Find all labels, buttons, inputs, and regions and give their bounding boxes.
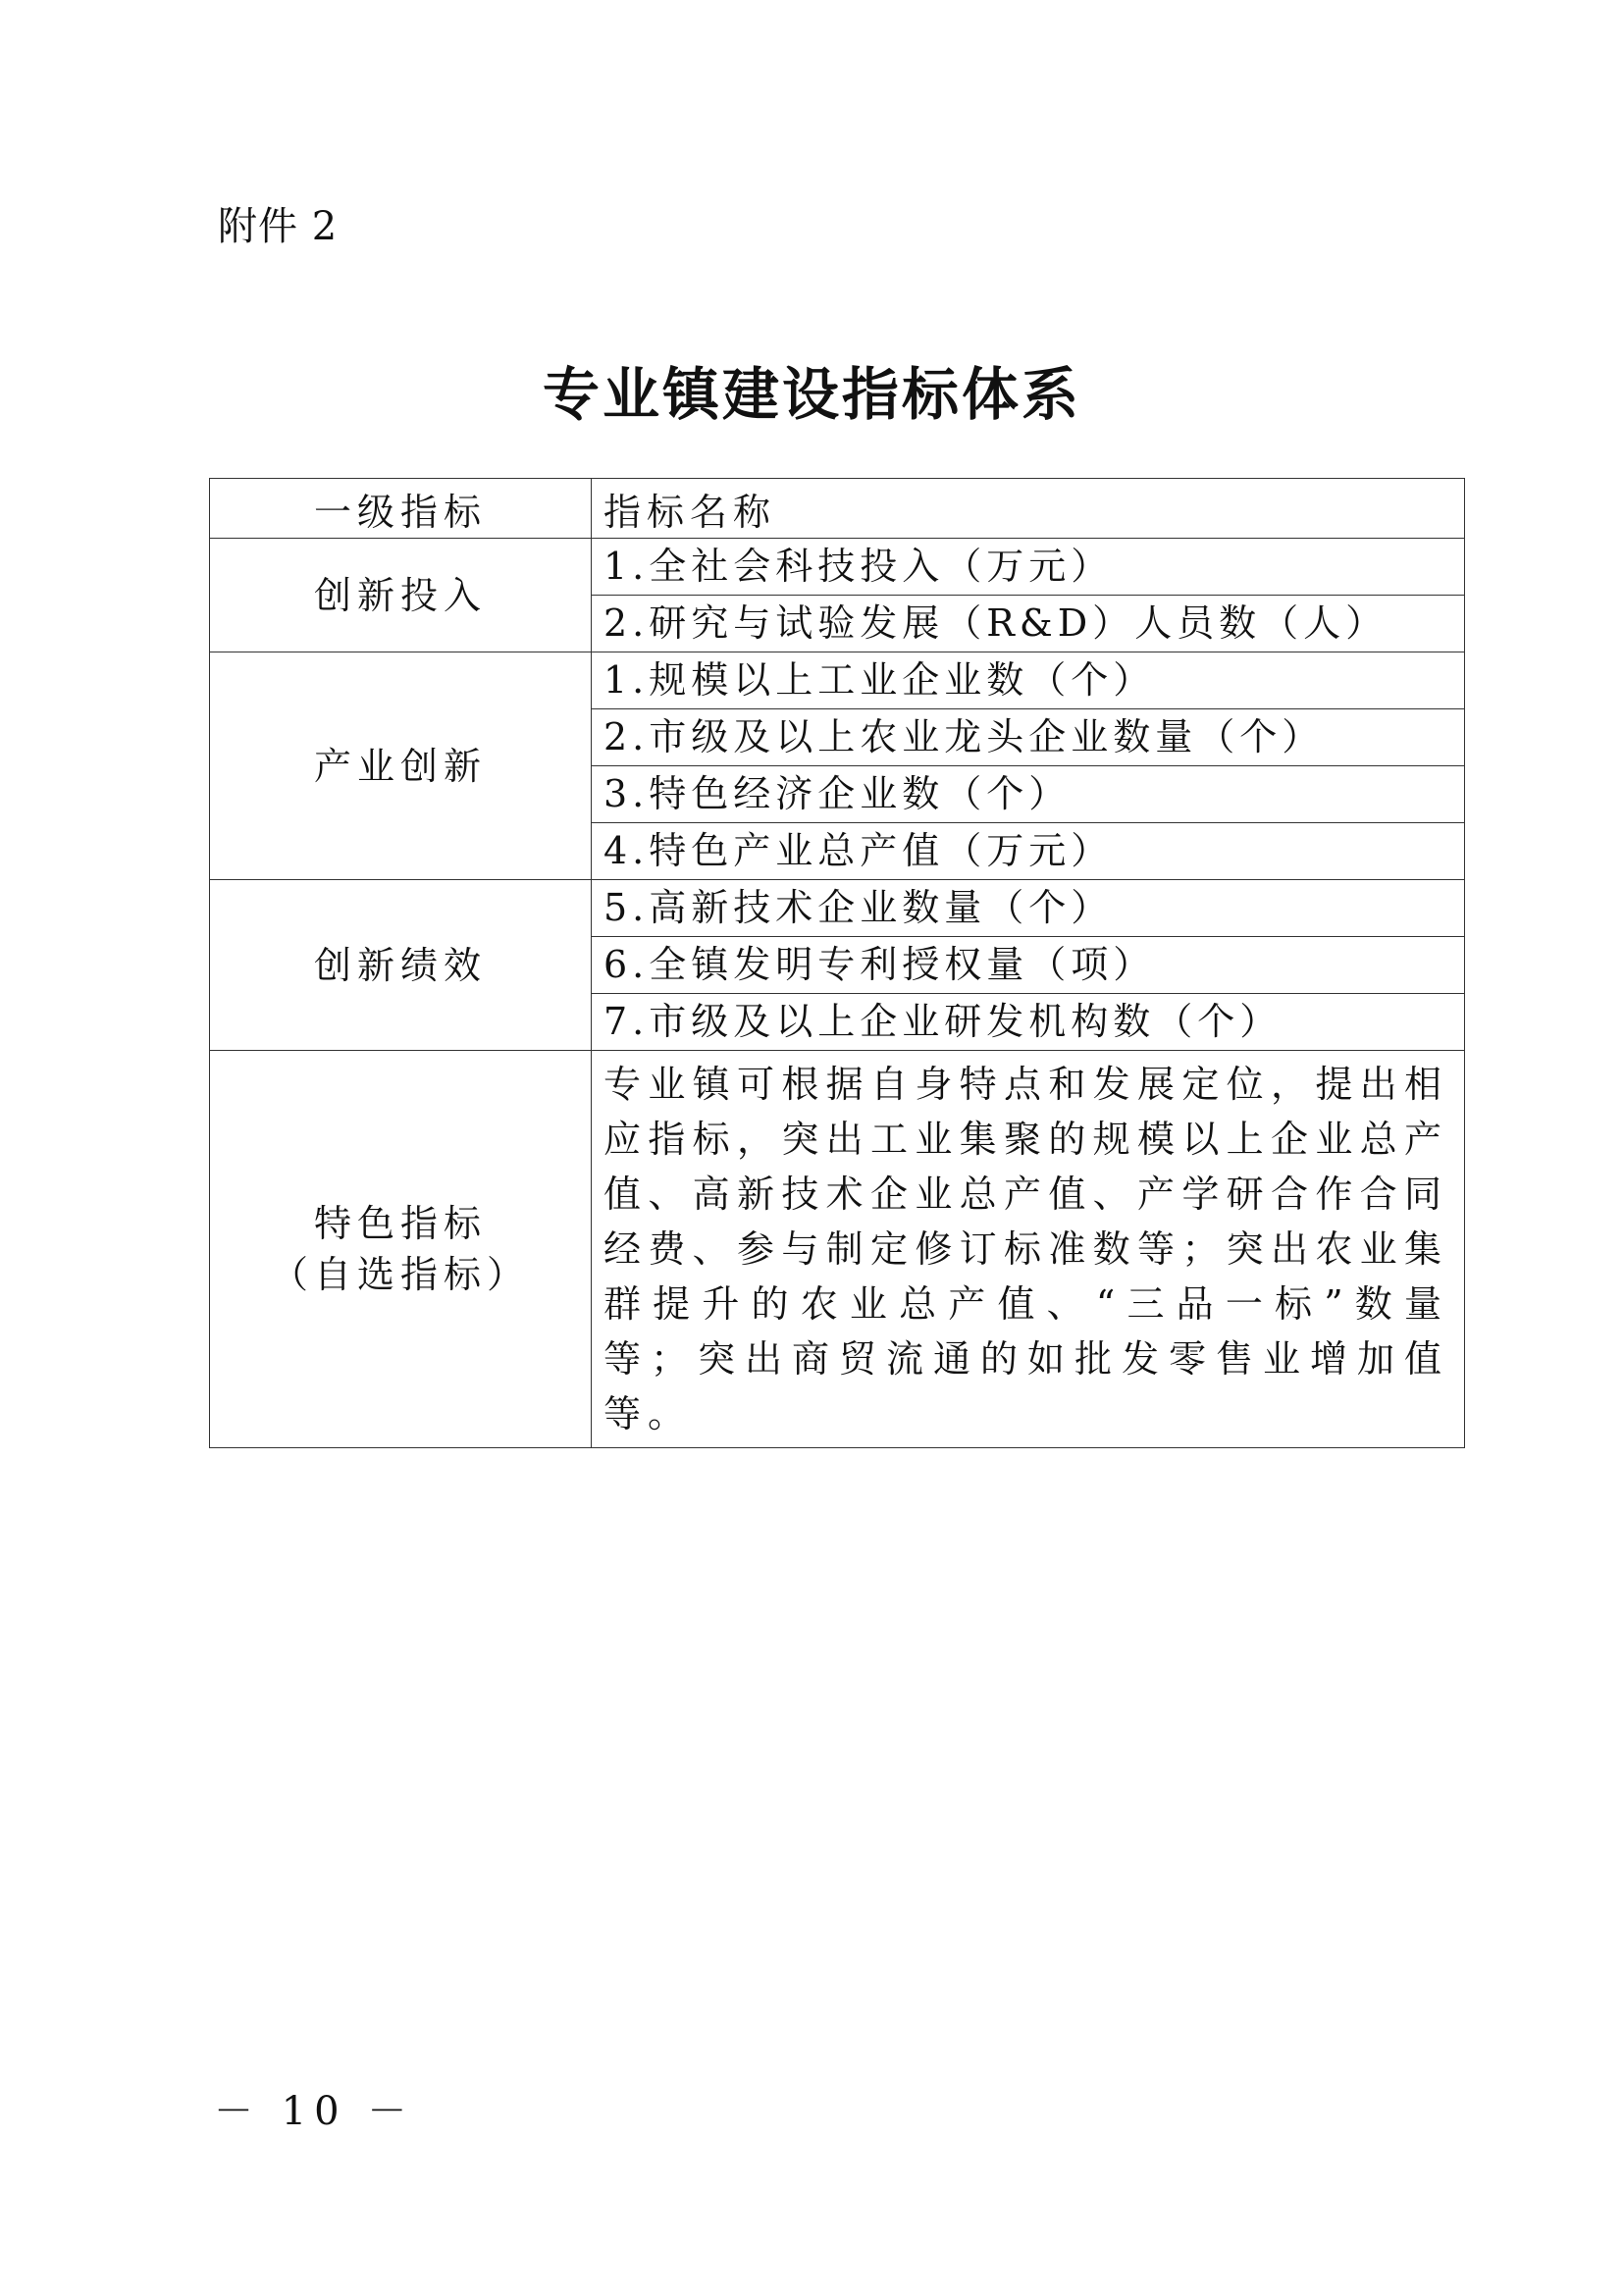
category-line: 特色指标 (313, 1202, 487, 1245)
indicator-cell: 7.市级及以上企业研发机构数（个） (592, 994, 1465, 1051)
header-indicator-name: 指标名称 (592, 479, 1465, 539)
table-row (210, 880, 1465, 937)
table-row (210, 539, 1465, 596)
indicator-cell: 3.特色经济企业数（个） (592, 766, 1465, 823)
header-category: 一级指标 (210, 479, 592, 539)
category-cell: 产业创新 (210, 652, 592, 880)
attachment-label: 附件 2 (218, 204, 339, 249)
table-row (210, 1051, 1465, 1448)
indicator-cell: 6.全镇发明专利授权量（项） (592, 937, 1465, 994)
category-cell: 创新投入 (210, 539, 592, 652)
page-title: 专业镇建设指标体系 (542, 361, 1081, 428)
indicator-cell: 1.规模以上工业企业数（个） (592, 652, 1465, 709)
description-cell: 专业镇可根据自身特点和发展定位，提出相应指标，突出工业集聚的规模以上企业总产值、高新技术企业总产值、产学研合作合同经费、参与制定修订标准数等；突出农业集群提升的农业总产值、“三品一标”数量等；突出商贸流通的如批发零售业增加值等。 (592, 1051, 1465, 1448)
category-line: （自选指标） (270, 1253, 530, 1296)
indicator-cell: 5.高新技术企业数量（个） (592, 880, 1465, 937)
indicator-cell: 4.特色产业总产值（万元） (592, 823, 1465, 880)
indicator-cell: 1.全社会科技投入（万元） (592, 539, 1465, 596)
category-cell (210, 1051, 592, 1448)
page-number: － 10 － (214, 2089, 415, 2134)
table-row (210, 652, 1465, 709)
indicator-cell: 2.市级及以上农业龙头企业数量（个） (592, 709, 1465, 766)
indicator-table (209, 478, 1465, 1448)
table-header-row (210, 479, 1465, 539)
category-cell: 创新绩效 (210, 880, 592, 1051)
indicator-cell: 2.研究与试验发展（R&D）人员数（人） (592, 596, 1465, 652)
